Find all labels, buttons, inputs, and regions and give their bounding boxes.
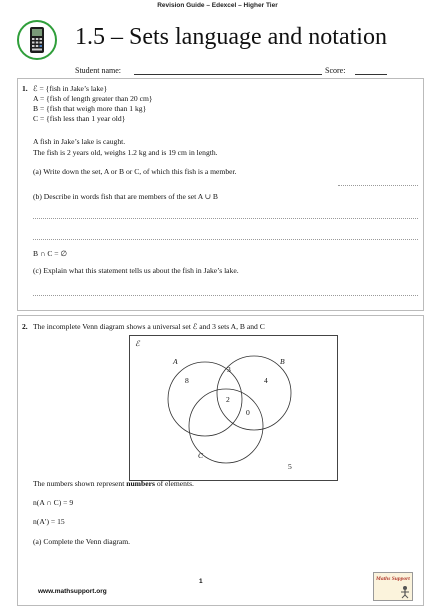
question-2-intro: The incomplete Venn diagram shows a universal set ℰ and 3 sets A, B and C (33, 322, 265, 331)
question-2a: (a) Complete the Venn diagram. (33, 537, 131, 546)
universal-set: ℰ = {fish in Jake’s lake} (33, 84, 108, 93)
label-c: C (198, 451, 204, 460)
fish-facts-text: The fish is 2 years old, weighs 1.2 kg and is 19 cm in length. (33, 148, 218, 157)
venn-circles (130, 336, 337, 480)
title-row (17, 20, 422, 64)
region-b-only: 4 (264, 376, 268, 385)
score-field[interactable] (355, 74, 387, 75)
set-a-definition: A = {fish of length greater than 20 cm} (33, 94, 153, 103)
fish-caught-text: A fish in Jake’s lake is caught. (33, 137, 126, 146)
question-1b: (b) Describe in words fish that are members of the set A ∪ B (33, 192, 218, 201)
question-number: 1. (22, 84, 28, 93)
set-b-definition: B = {fish that weigh more than 1 kg} (33, 104, 147, 113)
student-name-label: Student name: (75, 66, 121, 75)
student-name-field[interactable] (134, 74, 322, 75)
region-outside: 5 (288, 462, 292, 471)
question-2-box (17, 315, 424, 606)
page-title: 1.5 – Sets language and notation (75, 24, 387, 50)
region-a-b: 3 (227, 365, 231, 374)
fact-intersection: n(A ∩ C) = 9 (33, 498, 74, 507)
label-b: B (280, 357, 285, 366)
question-number: 2. (22, 322, 28, 331)
question-1a: (a) Write down the set, A or B or C, of which this fish is a member. (33, 167, 237, 176)
score-label: Score: (325, 66, 346, 75)
region-b-c: 0 (246, 408, 250, 417)
calculator-logo (17, 20, 57, 60)
logo-text: Maths Support (376, 576, 410, 582)
universal-symbol: ℰ (135, 339, 140, 348)
set-statement: B ∩ C = ∅ (33, 249, 68, 258)
answer-line-1b-2[interactable] (33, 239, 418, 240)
set-c-definition: C = {fish less than 1 year old} (33, 114, 126, 123)
question-1c: (c) Explain what this statement tells us about the fish in Jake’s lake. (33, 266, 239, 275)
page-number: 1 (199, 578, 203, 585)
numbers-explanation: The numbers shown represent numbers of elements. (33, 479, 194, 488)
label-a: A (173, 357, 178, 366)
answer-line-1b-1[interactable] (33, 218, 418, 219)
page-header: Revision Guide – Edexcel – Higher Tier (157, 2, 278, 9)
fact-complement: n(A′) = 15 (33, 517, 65, 526)
maths-support-logo (373, 572, 413, 601)
website-url: www.mathsupport.org (38, 588, 107, 595)
region-a-only: 8 (185, 376, 189, 385)
answer-line-1a[interactable] (338, 185, 418, 186)
numbers-emphasis: numbers (126, 479, 155, 488)
region-a-b-c: 2 (226, 395, 230, 404)
venn-diagram (129, 335, 338, 481)
calculator-icon (19, 22, 55, 58)
logo-figure-icon (399, 585, 411, 599)
question-1-box (17, 78, 424, 311)
answer-line-1c[interactable] (33, 295, 418, 296)
